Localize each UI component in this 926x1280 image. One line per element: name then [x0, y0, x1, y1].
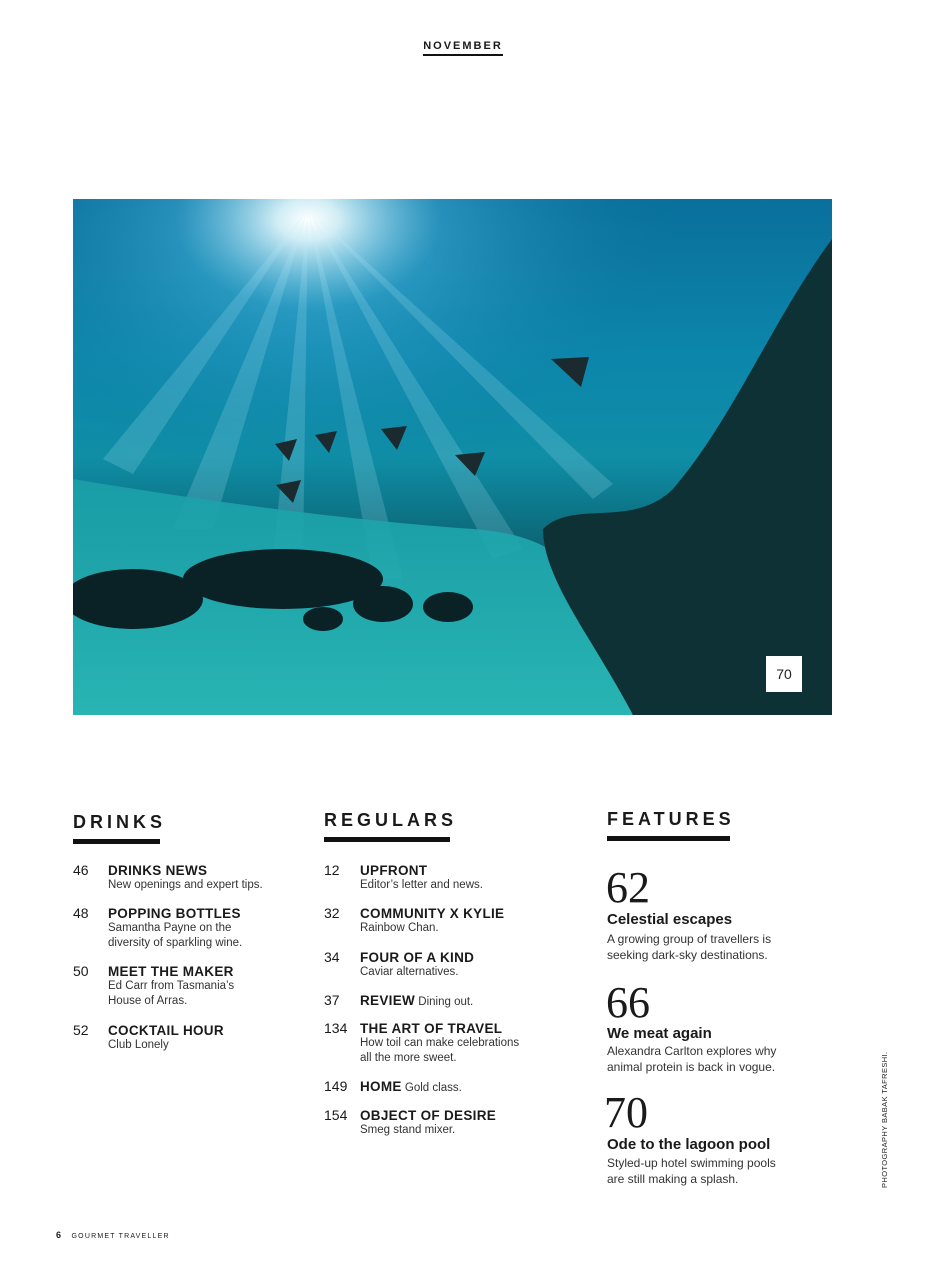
feature-desc: [607, 1155, 776, 1187]
feature-desc: [607, 1043, 776, 1075]
issue-month: NOVEMBER: [0, 40, 926, 52]
item-title: HOME: [360, 1079, 402, 1094]
item-desc: Dining out.: [418, 996, 474, 1008]
drinks-item[interactable]: [73, 1023, 293, 1053]
hero-photo: [73, 199, 832, 715]
feature-title[interactable]: Celestial escapes: [607, 911, 733, 928]
regulars-item[interactable]: [324, 863, 554, 893]
item-title: FOUR OF A KIND: [360, 950, 475, 965]
item-title: DRINKS NEWS: [108, 863, 208, 878]
regulars-item[interactable]: [324, 1079, 554, 1096]
item-desc-line-2: diversity of sparkling wine.: [108, 937, 243, 949]
item-title: UPFRONT: [360, 863, 428, 878]
feature-desc: [607, 931, 771, 963]
underwater-scene: [73, 199, 832, 715]
item-desc: Rainbow Chan.: [360, 922, 439, 934]
feature-title[interactable]: Ode to the lagoon pool: [607, 1136, 771, 1153]
page-number: 48: [73, 905, 89, 921]
feature-page-number: 62: [606, 863, 650, 912]
drinks-item[interactable]: [73, 863, 293, 893]
drinks-item[interactable]: [73, 964, 293, 1009]
item-title: COCKTAIL HOUR: [108, 1023, 224, 1038]
item-desc-line-1: Samantha Payne on the: [108, 922, 232, 934]
item-desc-line-2: House of Arras.: [108, 995, 188, 1007]
feature-page-number: 66: [606, 978, 650, 1027]
regulars-item[interactable]: [324, 950, 554, 980]
item-title: COMMUNITY X KYLIE: [360, 906, 505, 921]
page-number: 46: [73, 862, 89, 878]
drinks-item[interactable]: [73, 906, 293, 951]
item-title: POPPING BOTTLES: [108, 906, 241, 921]
item-desc-line-2: all the more sweet.: [360, 1052, 457, 1064]
feature-desc-line-1: Styled-up hotel swimming pools: [607, 1156, 776, 1170]
page-number: 134: [324, 1020, 348, 1036]
drinks-heading: DRINKS: [73, 812, 160, 844]
feature-desc-line-2: animal protein is back in vogue.: [607, 1060, 776, 1074]
item-desc: Editor’s letter and news.: [360, 879, 483, 891]
photo-page-tag: 70: [766, 656, 802, 692]
page-number: 154: [324, 1107, 348, 1123]
item-desc: New openings and expert tips.: [108, 879, 263, 891]
item-title: THE ART OF TRAVEL: [360, 1021, 503, 1036]
page-number: 50: [73, 963, 89, 979]
item-desc: Caviar alternatives.: [360, 966, 459, 978]
item-title: MEET THE MAKER: [108, 964, 234, 979]
feature-desc-line-1: Alexandra Carlton explores why: [607, 1044, 777, 1058]
item-title: OBJECT OF DESIRE: [360, 1108, 497, 1123]
feature-desc-line-2: are still making a splash.: [607, 1172, 739, 1186]
item-desc: Club Lonely: [108, 1039, 169, 1051]
footer-page-number: 6: [56, 1230, 63, 1240]
feature-page-number: 70: [604, 1088, 648, 1137]
page-number: 12: [324, 862, 340, 878]
item-title: REVIEW: [360, 993, 416, 1008]
page-number: 34: [324, 949, 340, 965]
page-number: 32: [324, 905, 340, 921]
page-number: 149: [324, 1078, 348, 1094]
regulars-heading: REGULARS: [324, 810, 450, 842]
regulars-item[interactable]: [324, 1021, 554, 1066]
page-number: 52: [73, 1022, 89, 1038]
photo-credit: PHOTOGRAPHY BABAK TAFRESHI.: [880, 1051, 889, 1188]
item-desc-line-1: Ed Carr from Tasmania’s: [108, 980, 235, 992]
regulars-item[interactable]: [324, 906, 554, 936]
feature-desc-line-1: A growing group of travellers is: [607, 932, 772, 946]
magazine-name: GOURMET TRAVELLER: [71, 1233, 170, 1240]
feature-title[interactable]: We meat again: [607, 1025, 712, 1042]
item-desc: Gold class.: [404, 1082, 462, 1094]
page-number: 37: [324, 992, 340, 1008]
regulars-item[interactable]: [324, 1108, 554, 1138]
feature-desc-line-2: seeking dark-sky destinations.: [607, 948, 768, 962]
item-desc-line-1: How toil can make celebrations: [360, 1037, 520, 1049]
item-desc: Smeg stand mixer.: [360, 1124, 456, 1136]
features-heading: FEATURES: [607, 809, 730, 841]
page-footer: [56, 1230, 170, 1240]
regulars-item[interactable]: [324, 993, 554, 1010]
